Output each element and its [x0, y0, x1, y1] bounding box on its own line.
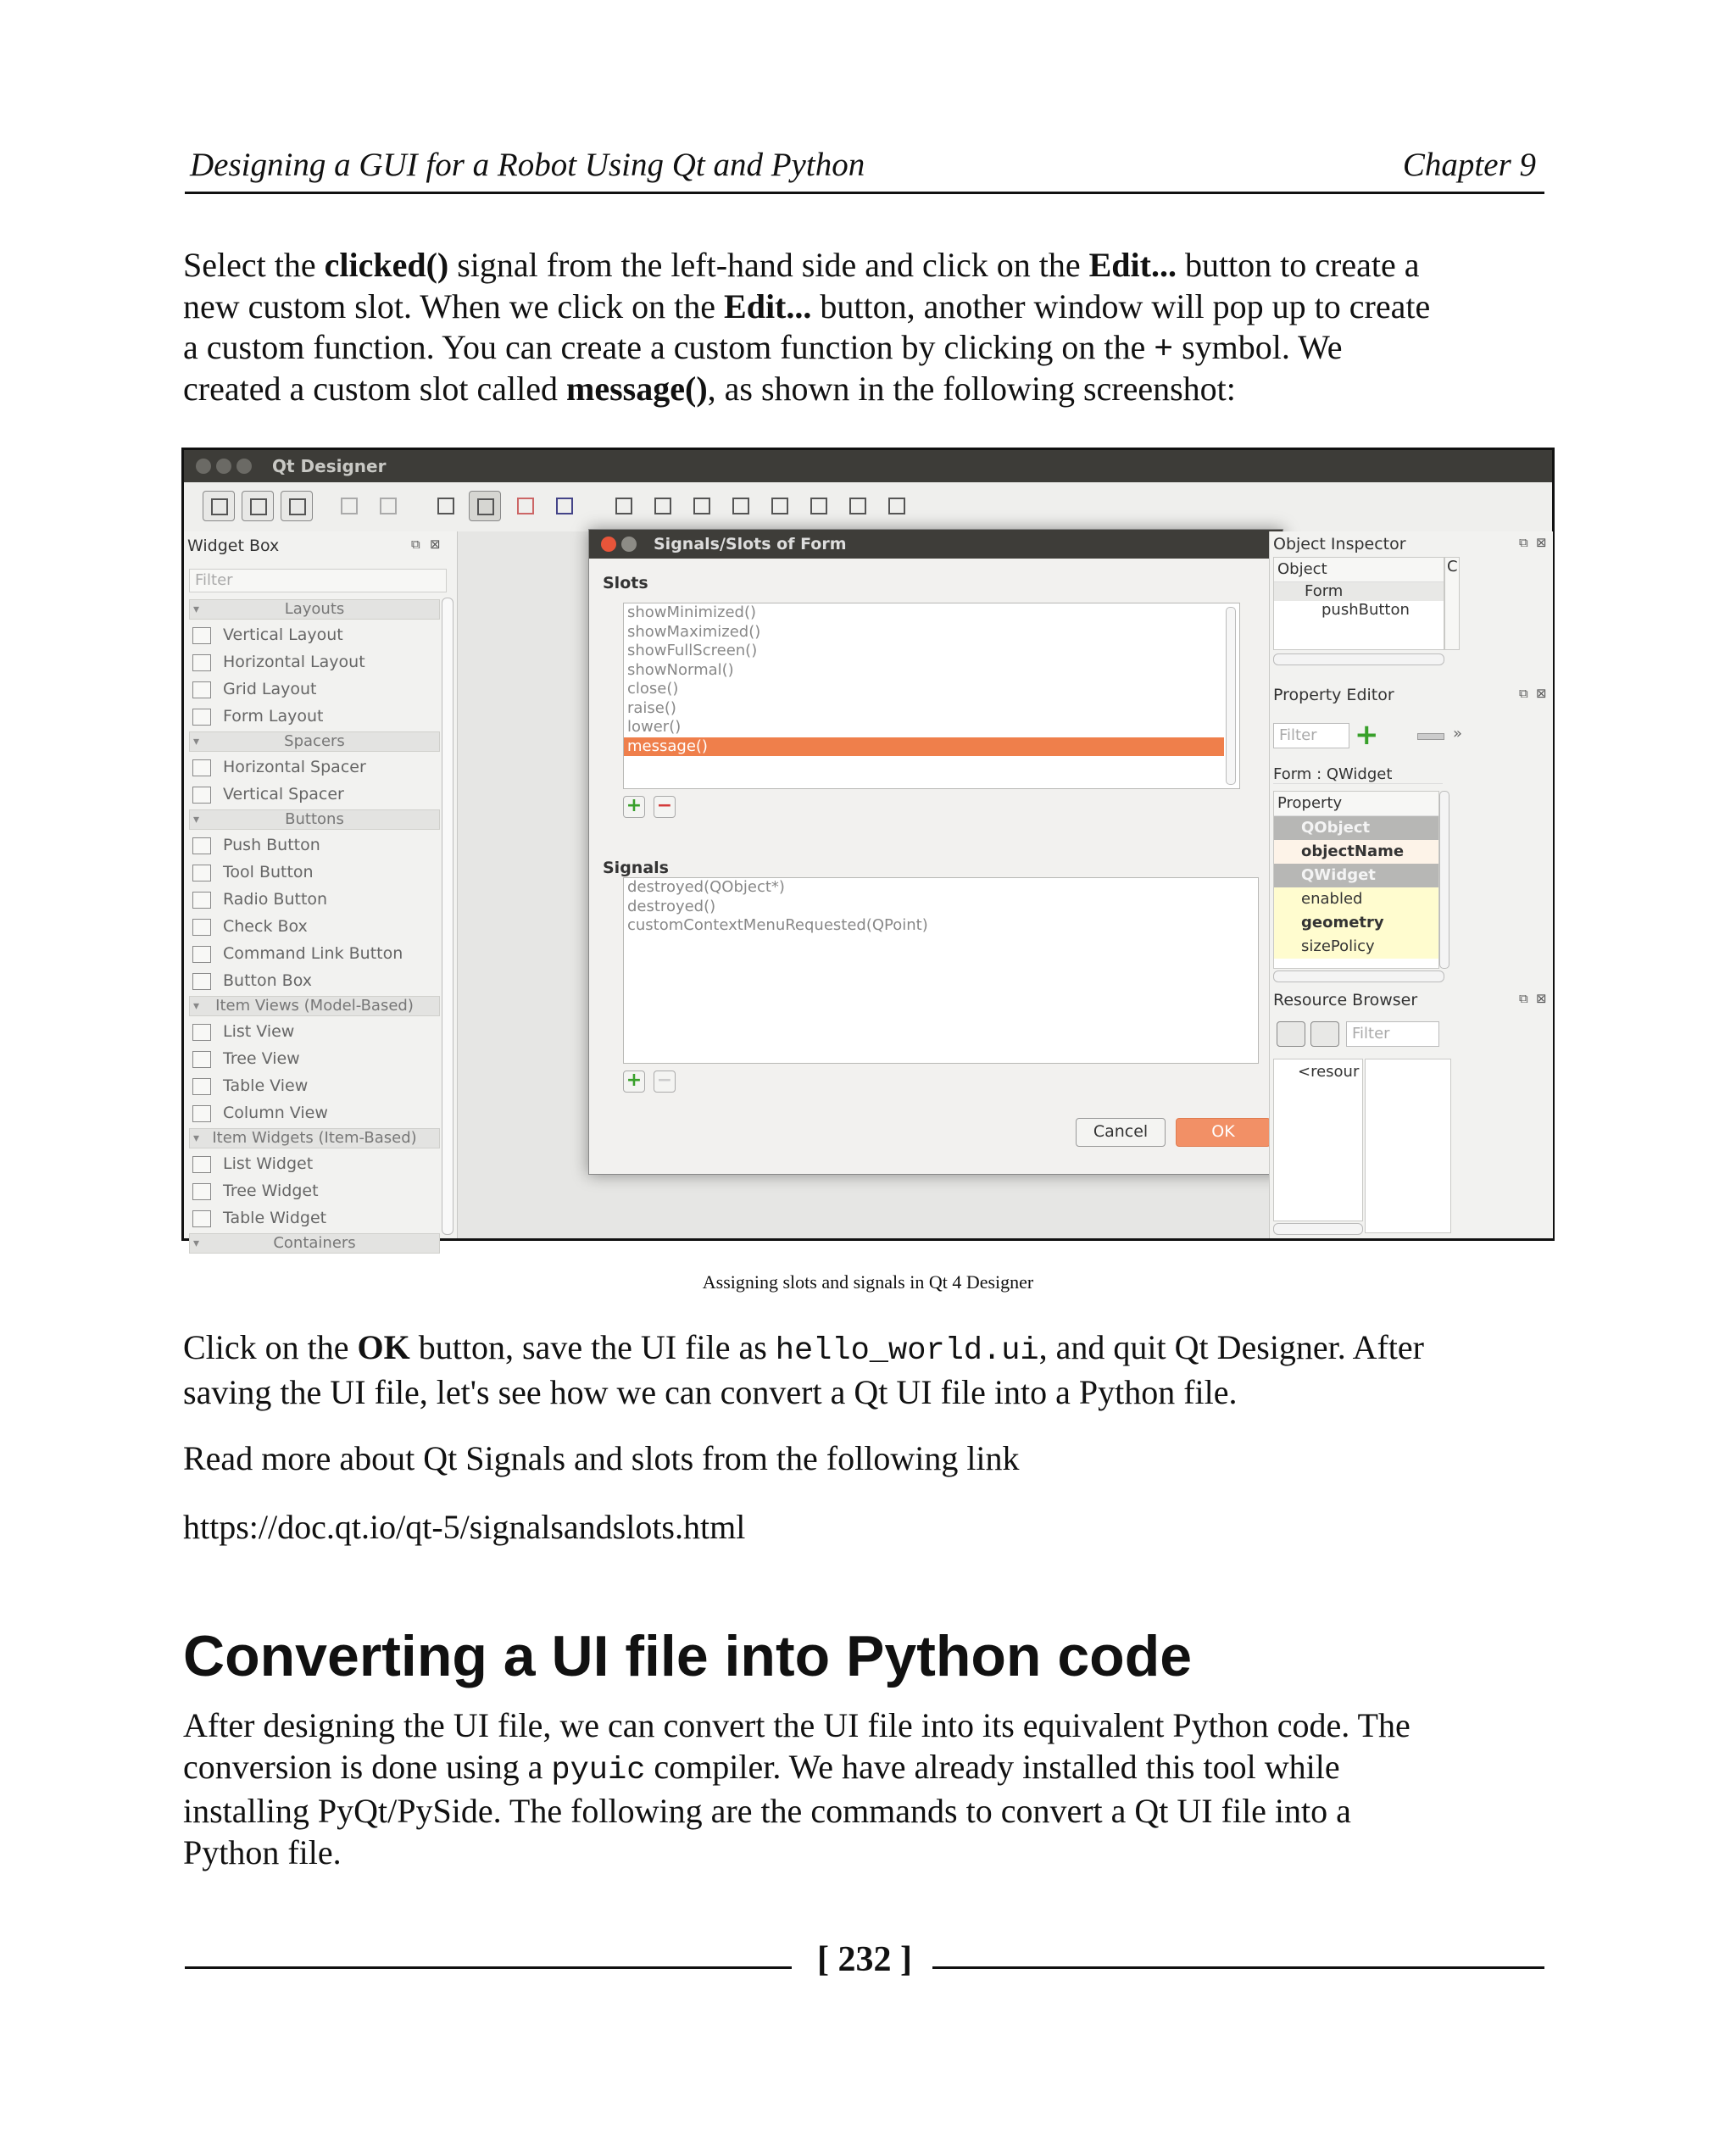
widget-box-title: Widget Box [187, 537, 280, 555]
category-buttons[interactable]: ▾ Buttons [189, 809, 440, 830]
widget-item[interactable]: Push Button [189, 831, 440, 859]
list-item[interactable]: showFullScreen() [627, 642, 758, 659]
widget-item[interactable]: Horizontal Spacer [189, 754, 440, 781]
panel-float-icon[interactable]: ⧉ [1519, 686, 1528, 701]
dialog-close-icon[interactable] [601, 537, 616, 552]
paste-icon[interactable] [372, 491, 403, 520]
list-item[interactable]: showMaximized() [627, 622, 761, 641]
dialog-title: Signals/Slots of Form [654, 535, 847, 553]
property-row[interactable]: sizePolicy [1274, 935, 1438, 959]
signals-slots-dialog [588, 529, 1283, 1175]
widget-item[interactable]: Tree Widget [189, 1177, 440, 1204]
widget-item[interactable]: Tool Button [189, 859, 440, 886]
edit-resources-icon[interactable] [1277, 1021, 1305, 1047]
new-form-icon[interactable] [203, 491, 235, 521]
resource-browser-title: Resource Browser [1273, 991, 1418, 1009]
tree-item-pushbutton[interactable]: pushButton [1321, 601, 1410, 619]
adjust-size-icon[interactable] [881, 491, 911, 520]
widget-item[interactable]: List View [189, 1018, 440, 1045]
widget-item[interactable]: Table View [189, 1072, 440, 1099]
panel-float-icon[interactable]: ⧉ [1519, 535, 1528, 550]
panel-close-icon[interactable]: ⊠ [430, 537, 441, 552]
dialog-minimize-icon[interactable] [621, 537, 637, 552]
more-options-icon[interactable]: » [1453, 725, 1463, 742]
running-head-title: Designing a GUI for a Robot Using Qt and Python [190, 147, 865, 183]
save-form-icon[interactable] [281, 491, 313, 521]
property-column-header: Property [1274, 792, 1438, 816]
widget-item[interactable]: Radio Button [189, 886, 440, 913]
class-column-header: C [1444, 557, 1460, 650]
panel-float-icon[interactable]: ⧉ [411, 537, 420, 552]
widget-item[interactable]: Vertical Spacer [189, 781, 440, 808]
save-paragraph: Click on the OK button, save the UI file as hello_world.ui, and quit Qt Designer. After saving the UI file, let's see how we can convert a Qt UI file into a Python file. [183, 1328, 1424, 1411]
window-titlebar [184, 450, 1552, 482]
resource-item[interactable]: <resour [1298, 1063, 1360, 1081]
copy-icon[interactable] [333, 491, 364, 520]
widget-box-panel [184, 531, 458, 1252]
list-item[interactable]: close() [627, 680, 679, 698]
property-hscroll[interactable] [1273, 970, 1444, 982]
property-filter-input[interactable]: Filter [1273, 723, 1349, 748]
figure-caption: Assigning slots and signals in Qt 4 Designer [702, 1271, 1034, 1293]
signals-label: Signals [603, 859, 669, 877]
slots-list[interactable] [623, 603, 1240, 789]
ok-button[interactable]: OK [1176, 1118, 1271, 1147]
remove-property-icon[interactable] [1417, 733, 1444, 740]
page-footer [185, 1939, 1544, 1990]
property-editor-title: Property Editor [1273, 686, 1394, 704]
category-containers[interactable]: ▾ Containers [189, 1233, 440, 1254]
qt-designer-screenshot [181, 448, 1555, 1252]
widget-item[interactable]: Check Box [189, 913, 440, 940]
list-item[interactable]: raise() [627, 698, 676, 717]
category-item-views[interactable]: ▾ Item Views (Model-Based) [189, 996, 440, 1016]
object-inspector-hscroll[interactable] [1273, 653, 1444, 665]
list-item[interactable]: showMinimized() [627, 603, 756, 621]
running-head-chapter: Chapter 9 [1402, 147, 1536, 183]
property-row[interactable]: objectName [1274, 840, 1438, 864]
object-column-header: Object [1274, 558, 1444, 582]
edit-tab-order-icon[interactable] [548, 491, 579, 520]
page-number: [ 232 ] [817, 1940, 912, 1979]
designer-toolbar [184, 482, 1552, 532]
list-item[interactable]: customContextMenuRequested(QPoint) [627, 916, 928, 934]
widget-item[interactable]: List Widget [189, 1150, 440, 1177]
add-property-icon[interactable]: + [1355, 718, 1379, 752]
category-spacers[interactable]: ▾ Spacers [189, 731, 440, 752]
edit-widgets-icon[interactable] [430, 491, 460, 520]
conversion-paragraph: After designing the UI file, we can convert the UI file into its equivalent Python code. The conversion is done using a pyuic compiler. We have already installed this tool while installing PyQt/PySide. The following are the commands to convert a Qt UI file into a Python file. [183, 1706, 1410, 1871]
layout-h-splitter-icon[interactable] [686, 491, 716, 520]
slots-scrollbar[interactable] [1226, 607, 1236, 785]
layout-grid-icon[interactable] [764, 491, 794, 520]
property-table[interactable] [1273, 791, 1439, 969]
widget-box-scrollbar[interactable] [442, 598, 453, 1235]
panel-close-icon[interactable]: ⊠ [1536, 991, 1547, 1006]
property-context: Form : QWidget [1273, 765, 1443, 784]
widget-item[interactable]: Vertical Layout [189, 621, 440, 648]
widget-box-list [189, 598, 440, 1255]
panel-close-icon[interactable]: ⊠ [1536, 686, 1547, 701]
widget-item[interactable]: Form Layout [189, 703, 440, 730]
break-layout-icon[interactable] [842, 491, 872, 520]
doc-link[interactable]: https://doc.qt.io/qt-5/signalsandslots.html [183, 1508, 746, 1546]
widget-item[interactable]: Tree View [189, 1045, 440, 1072]
list-item[interactable]: destroyed(QObject*) [627, 878, 785, 896]
property-row[interactable]: geometry [1274, 911, 1438, 935]
list-item[interactable]: showNormal() [627, 660, 734, 679]
reload-icon[interactable] [1310, 1021, 1339, 1047]
category-layouts[interactable]: ▾ Layouts [189, 599, 440, 620]
property-vscroll[interactable] [1439, 791, 1449, 969]
intro-paragraph: Select the clicked() signal from the left-hand side and click on the Edit... button to create a new custom slot. When we click on the Edit... button, another window will pop up to create a custom function. You can create a custom function by clicking on the + symbol. We created a custom slot called message(), as shown in the following screenshot: [183, 246, 1431, 408]
panel-float-icon[interactable]: ⧉ [1519, 991, 1528, 1006]
running-head [185, 142, 1544, 194]
add-slot-button[interactable]: + [623, 796, 645, 818]
widget-item[interactable]: Command Link Button [189, 940, 440, 967]
layout-horizontal-icon[interactable] [608, 491, 638, 520]
remove-slot-button[interactable]: − [654, 796, 676, 818]
property-group-qobject[interactable]: QObject [1274, 816, 1438, 840]
object-inspector-title: Object Inspector [1273, 535, 1406, 553]
open-form-icon[interactable] [242, 491, 274, 521]
window-maximize-icon[interactable] [236, 459, 252, 474]
cancel-button[interactable]: Cancel [1076, 1118, 1166, 1147]
signals-list[interactable] [623, 877, 1259, 1064]
window-minimize-icon[interactable] [216, 459, 231, 474]
window-close-icon[interactable] [196, 459, 211, 474]
resource-preview [1365, 1059, 1451, 1233]
panel-close-icon[interactable]: ⊠ [1536, 535, 1547, 550]
resource-tree[interactable] [1273, 1059, 1363, 1221]
right-dock [1269, 531, 1553, 1238]
list-item-selected[interactable]: message() [624, 737, 1224, 757]
widget-item[interactable]: Horizontal Layout [189, 648, 440, 676]
widget-box-filter[interactable]: Filter [189, 569, 447, 592]
resource-filter-input[interactable]: Filter [1346, 1021, 1439, 1047]
slots-label: Slots [603, 574, 648, 592]
dialog-titlebar [589, 530, 1283, 559]
widget-item[interactable]: Column View [189, 1099, 440, 1126]
layout-v-splitter-icon[interactable] [725, 491, 755, 520]
widget-item[interactable]: Button Box [189, 967, 440, 994]
tree-item-form[interactable]: Form [1274, 582, 1444, 601]
widget-item[interactable]: Table Widget [189, 1204, 440, 1232]
window-title: Qt Designer [272, 456, 387, 476]
layout-vertical-icon[interactable] [647, 491, 677, 520]
edit-buddies-icon[interactable] [509, 491, 540, 520]
property-group-qwidget[interactable]: QWidget [1274, 864, 1438, 887]
edit-signals-slots-icon[interactable] [469, 491, 501, 521]
remove-signal-button[interactable]: − [654, 1070, 676, 1093]
object-inspector-tree[interactable] [1273, 557, 1444, 650]
layout-form-icon[interactable] [803, 491, 833, 520]
property-row[interactable]: enabled [1274, 887, 1438, 911]
resource-hscroll[interactable] [1273, 1223, 1363, 1235]
category-item-widgets[interactable]: ▾ Item Widgets (Item-Based) [189, 1128, 440, 1148]
add-signal-button[interactable]: + [623, 1070, 645, 1093]
list-item[interactable]: destroyed() [627, 897, 716, 915]
read-more-paragraph: Read more about Qt Signals and slots from the following link [183, 1439, 1020, 1477]
list-item[interactable]: lower() [627, 718, 682, 736]
widget-item[interactable]: Grid Layout [189, 676, 440, 703]
section-heading: Converting a UI file into Python code [183, 1624, 1193, 1688]
